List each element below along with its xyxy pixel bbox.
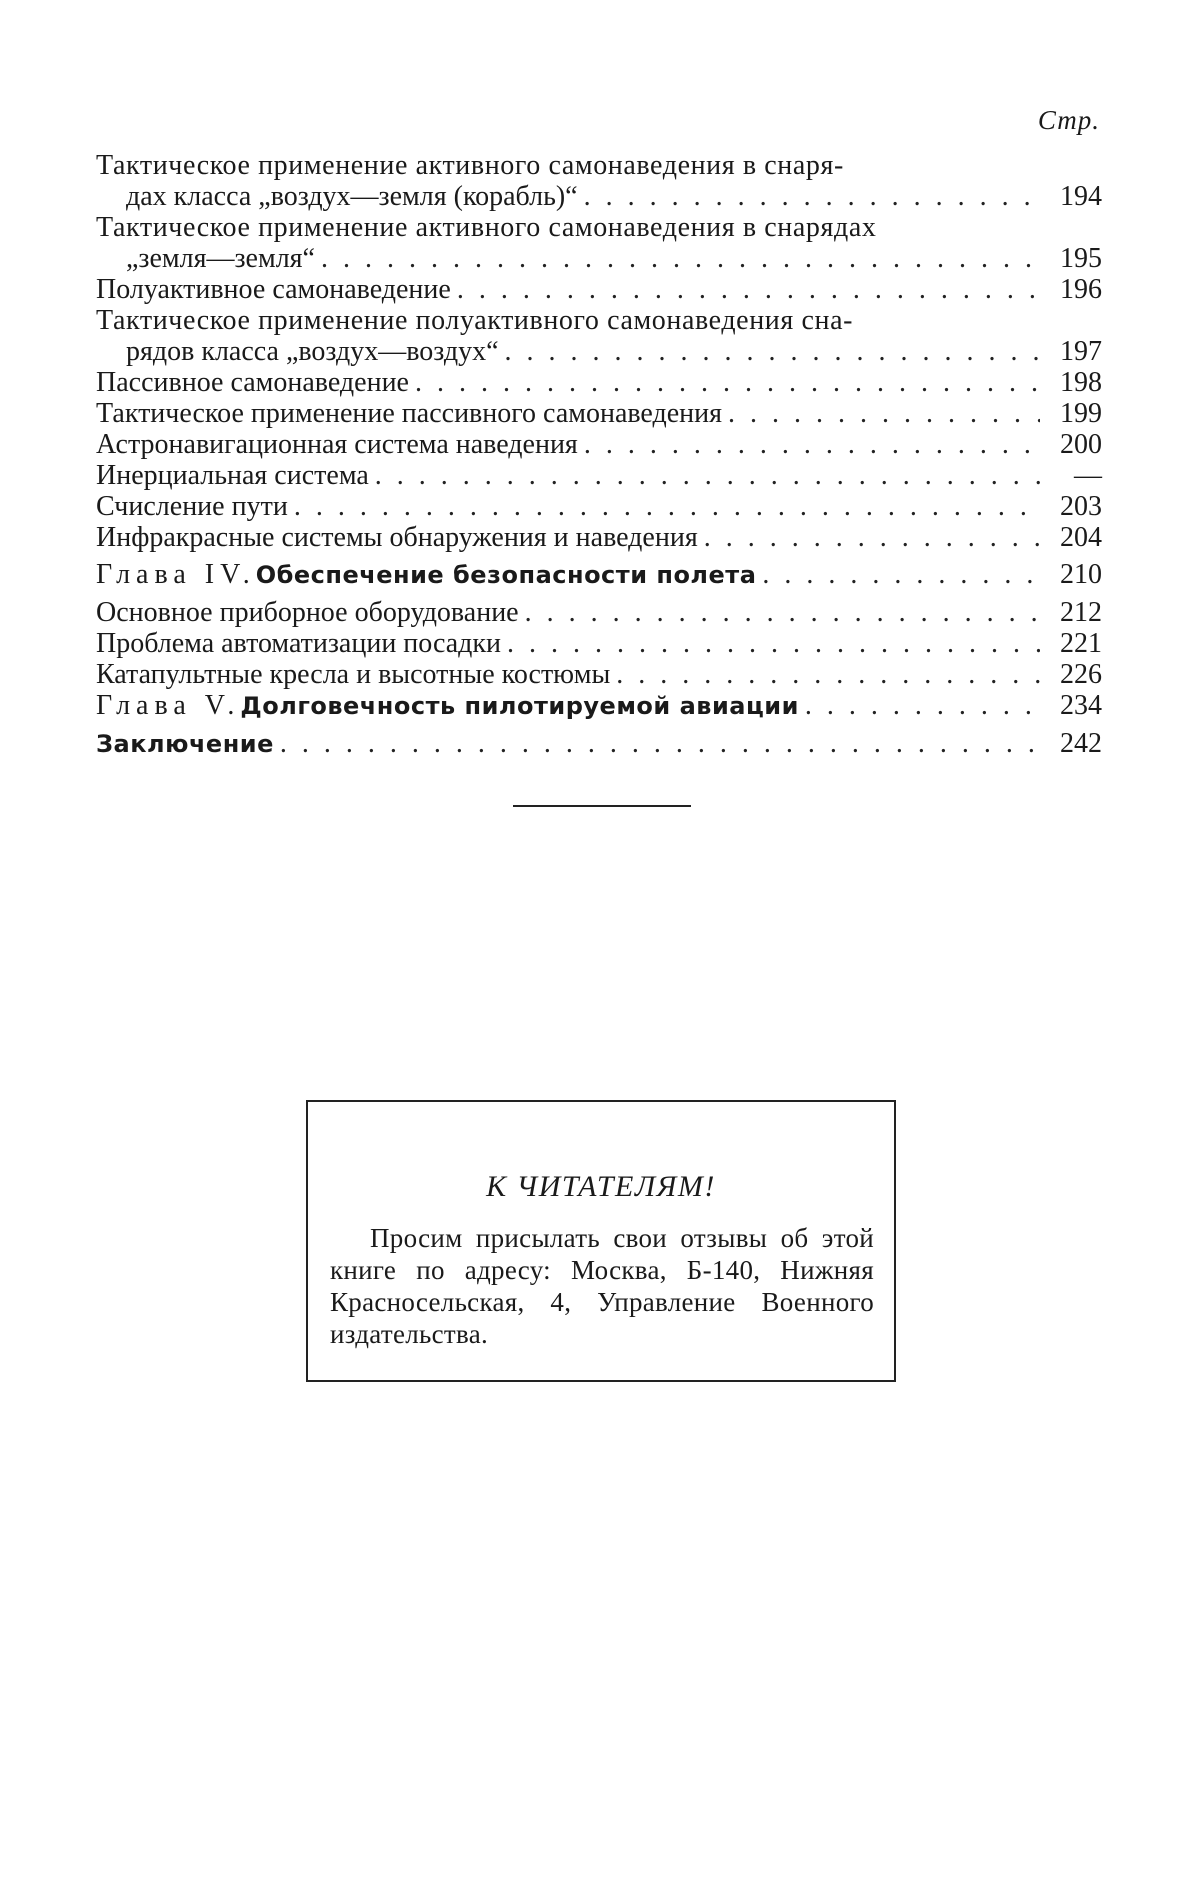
toc-entry: [96, 628, 1102, 659]
toc-page-number: 194: [1046, 181, 1102, 212]
toc-page-number: 212: [1046, 597, 1102, 628]
toc-entry-title: Основное приборное оборудование: [96, 597, 519, 628]
toc-entry-title: Инерциальная система: [96, 460, 369, 491]
toc-page-number: 210: [1046, 559, 1102, 590]
toc-page-number: 242: [1046, 728, 1102, 759]
toc-entry: [96, 150, 1102, 212]
chapter-label: Глава V.: [96, 690, 240, 721]
section-divider-line: [513, 805, 691, 807]
toc-entry: [96, 491, 1102, 522]
leader-dots: [704, 522, 1040, 553]
toc-entry: [96, 398, 1102, 429]
toc-entry-title: Счисление пути: [96, 491, 288, 522]
toc-chapter-entry: [96, 559, 1102, 591]
leader-dots: [584, 429, 1040, 460]
leader-dots: [321, 243, 1040, 274]
toc-page-number: 200: [1046, 429, 1102, 460]
leader-dots: [294, 491, 1040, 522]
toc-page-number: 195: [1046, 243, 1102, 274]
leader-dots: [415, 367, 1040, 398]
toc-entry-title-continued: дах класса „воздух—земля (корабль)“: [126, 181, 578, 212]
toc-entry: [96, 212, 1102, 274]
chapter-title: Обеспечение безопасности полета: [256, 560, 757, 591]
toc-entry: [96, 522, 1102, 553]
leader-dots: [805, 690, 1040, 721]
chapter-label: Глава IV.: [96, 559, 256, 590]
toc-page-number: 198: [1046, 367, 1102, 398]
toc-entry-title: Катапультные кресла и высотные костюмы: [96, 659, 610, 690]
toc-entry-title: Инфракрасные системы обнаружения и наведения: [96, 522, 698, 553]
reader-notice-box: [306, 1100, 896, 1382]
toc-entry: [96, 367, 1102, 398]
toc-page-number: 203: [1046, 491, 1102, 522]
toc-entry-title: Полуактивное самонаведение: [96, 274, 451, 305]
chapter-title: Долговечность пилотируемой авиации: [240, 691, 799, 722]
toc-entry-title-continued: „земля—земля“: [126, 243, 315, 274]
toc-entry-title: Астронавигационная система наведения: [96, 429, 578, 460]
toc-entry: [96, 429, 1102, 460]
toc-entry-title: Тактическое применение активного самонаведения в снаря-: [96, 150, 844, 181]
toc-entry: [96, 460, 1102, 491]
toc-entry-title: Пассивное самонаведение: [96, 367, 409, 398]
leader-dots: [584, 181, 1040, 212]
toc-entry: [96, 659, 1102, 690]
toc-page-number: 199: [1046, 398, 1102, 429]
leader-dots: [616, 659, 1040, 690]
leader-dots: [280, 728, 1040, 759]
toc-page-number: 234: [1046, 690, 1102, 721]
notice-body: Просим присылать свои отзывы об этой книге по адресу: Москва, Б-140, Нижняя Красносельская, 4, Управление Военного издательства.: [330, 1223, 874, 1349]
toc-page-number: 204: [1046, 522, 1102, 553]
leader-dots: [375, 460, 1040, 491]
toc-chapter-entry: [96, 690, 1102, 722]
notice-title: К ЧИТАТЕЛЯМ!: [308, 1170, 894, 1204]
toc-entry: [96, 305, 1102, 367]
leader-dots: [728, 398, 1040, 429]
toc-entry: [96, 597, 1102, 628]
toc-entry-title-continued: рядов класса „воздух—воздух“: [126, 336, 499, 367]
notice-body-wrap: [330, 1222, 874, 1350]
table-of-contents: [96, 150, 1102, 760]
toc-page-number: 197: [1046, 336, 1102, 367]
toc-entry-title: Тактическое применение активного самонаведения в снарядах: [96, 212, 876, 243]
leader-dots: [762, 559, 1040, 590]
toc-conclusion-entry: [96, 728, 1102, 760]
toc-page-number: —: [1046, 460, 1102, 491]
toc-entry-title: Тактическое применение полуактивного самонаведения сна-: [96, 305, 853, 336]
book-page: [0, 0, 1200, 1886]
conclusion-title: Заключение: [96, 729, 274, 760]
toc-page-number: 196: [1046, 274, 1102, 305]
toc-entry-title: Проблема автоматизации посадки: [96, 628, 501, 659]
toc-page-number: 221: [1046, 628, 1102, 659]
leader-dots: [505, 336, 1041, 367]
toc-entry: [96, 274, 1102, 305]
leader-dots: [507, 628, 1040, 659]
leader-dots: [457, 274, 1040, 305]
page-column-header: Стр.: [1038, 105, 1100, 136]
toc-page-number: 226: [1046, 659, 1102, 690]
toc-entry-title: Тактическое применение пассивного самонаведения: [96, 398, 722, 429]
leader-dots: [525, 597, 1040, 628]
